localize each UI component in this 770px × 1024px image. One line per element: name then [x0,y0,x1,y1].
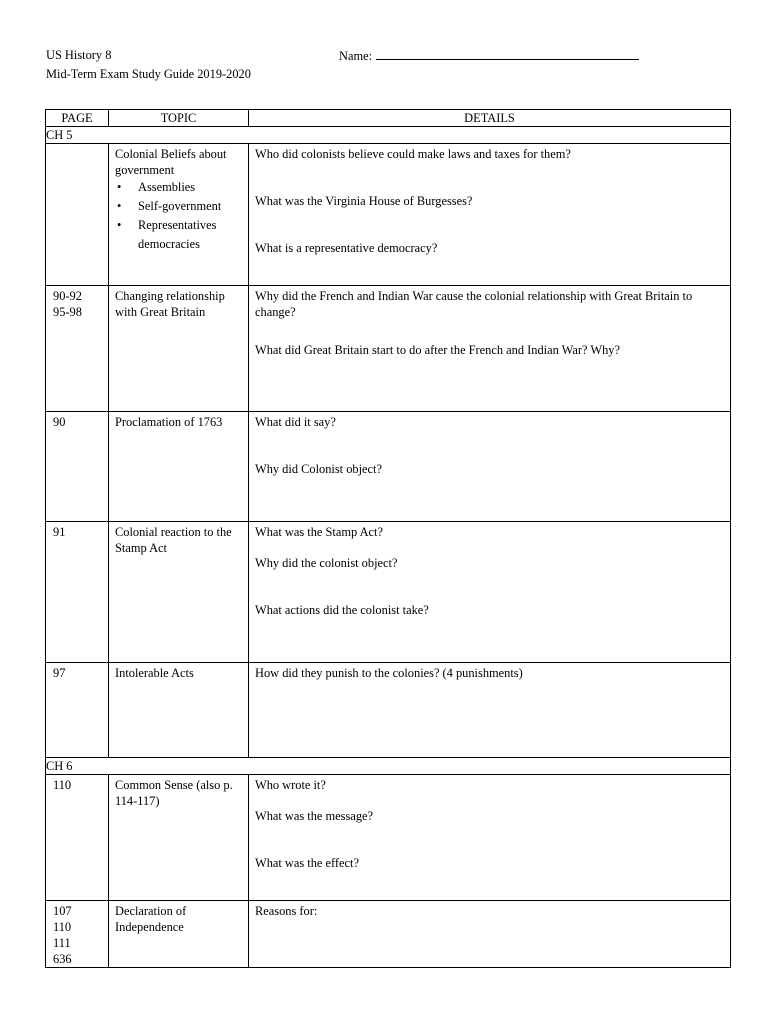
details-cell [249,901,731,968]
bullet-icon: • [117,199,122,213]
table-row [46,412,731,522]
details-cell [249,286,731,412]
question: What was the message? [255,809,374,823]
topic-text: Colonial Beliefs about government [115,147,227,177]
list-item: • Assemblies [115,178,244,197]
table-row [46,286,731,412]
page-cell: 90-92 95-98 [46,286,109,412]
topic-text: Changing relationship with Great Britain [115,289,225,319]
topic-text: Common Sense (also p. 114-117) [115,778,233,808]
question: Why did the French and Indian War cause the colonial relationship with Great Britain to change? [255,289,693,319]
topic-text: Proclamation of 1763 [115,415,223,429]
details-cell [249,412,731,522]
question: Who did colonists believe could make laws and taxes for them? [255,147,571,161]
topic-text: Colonial reaction to the Stamp Act [115,525,232,555]
study-guide-table [45,109,731,968]
topic-cell [109,901,249,968]
details-cell [249,663,731,758]
topic-cell [109,144,249,286]
table-row [46,522,731,663]
question: Why did Colonist object? [255,462,382,476]
topic-cell [109,412,249,522]
question: What was the Stamp Act? [255,525,384,539]
topic-cell [109,286,249,412]
page-column-header: PAGE [46,110,109,127]
page-cell: 91 [46,522,109,663]
list-item: • Representatives democracies [117,218,217,251]
topic-text: Intolerable Acts [115,666,194,680]
page-cell: 90 [46,412,109,522]
page-cell: 110 [46,775,109,901]
question: Who wrote it? [255,778,326,792]
name-label: Name: [339,49,373,63]
name-blank-line[interactable] [376,46,639,60]
topic-cell [109,775,249,901]
question: How did they punish to the colonies? (4 punishments) [255,666,523,680]
document-header [46,46,251,84]
question: What was the Virginia House of Burgesses? [255,194,473,208]
question: Why did the colonist object? [255,556,398,570]
page-cell [46,144,109,286]
details-cell [249,775,731,901]
question: What did Great Britain start to do after the French and Indian War? Why? [255,343,620,357]
topic-bullet-list [115,178,244,254]
bullet-icon: • [117,180,122,194]
details-cell [249,522,731,663]
chapter-row [46,758,731,775]
chapter-label: CH 6 [46,758,731,775]
list-item: • Self-government [115,197,244,216]
topic-column-header: TOPIC [109,110,249,127]
chapter-label: CH 5 [46,127,731,144]
question: What was the effect? [255,856,360,870]
study-guide-title: Mid-Term Exam Study Guide 2019-2020 [46,67,251,81]
page-cell: 107 110 111 636 [46,901,109,968]
topic-cell [109,522,249,663]
table-row [46,144,731,286]
question: Reasons for: [255,904,318,918]
name-field[interactable] [339,46,639,66]
table-header-row [46,110,731,127]
chapter-row [46,127,731,144]
question: What did it say? [255,415,336,429]
table-row [46,901,731,968]
page-cell: 97 [46,663,109,758]
topic-text: Declaration of Independence [115,904,187,934]
question: What is a representative democracy? [255,241,438,255]
table-row [46,775,731,901]
course-title: US History 8 [46,48,112,62]
bullet-icon: • [117,218,122,232]
table-row [46,663,731,758]
details-column-header: DETAILS [249,110,731,127]
question: What actions did the colonist take? [255,603,429,617]
details-cell [249,144,731,286]
topic-cell [109,663,249,758]
